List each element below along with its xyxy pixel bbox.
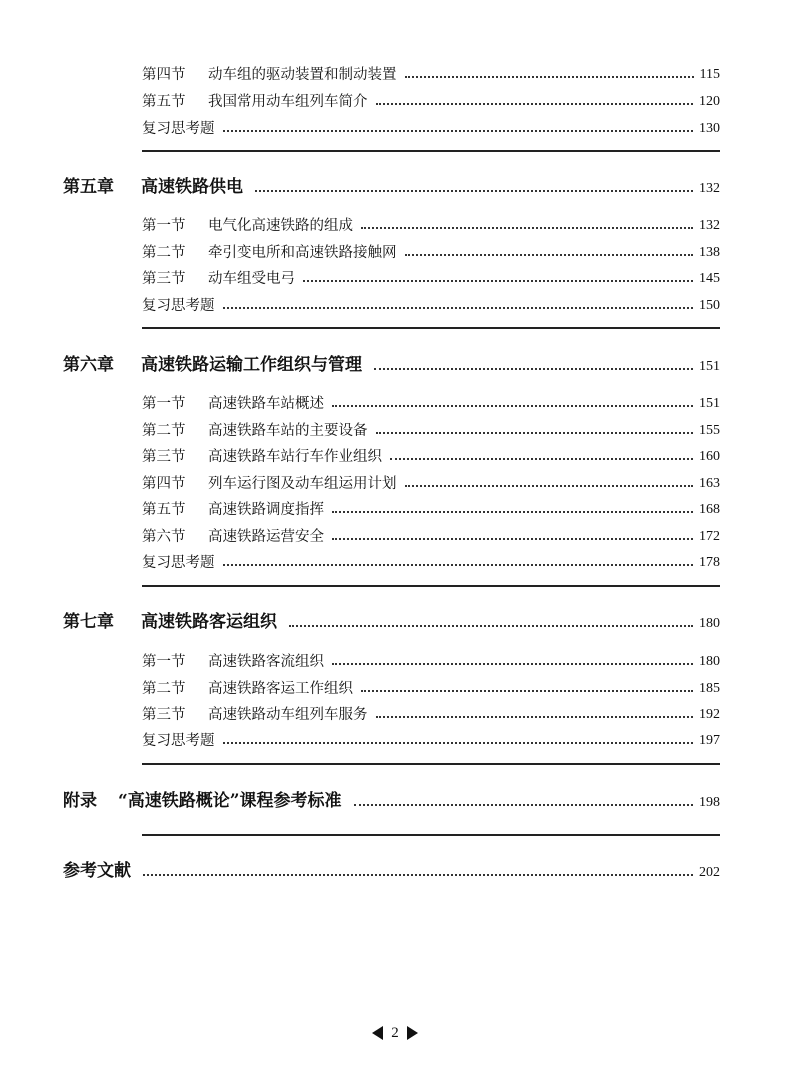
toc-entry[interactable] [142, 700, 720, 722]
toc-entry[interactable] [142, 264, 720, 286]
page-number: 178 [699, 555, 720, 570]
page-footer [0, 1022, 790, 1044]
toc-entry[interactable] [142, 522, 720, 544]
section-title: 动车组受电弓 [208, 270, 295, 287]
section-number: 第一节 [142, 217, 186, 234]
toc-chapter-entry[interactable] [63, 348, 720, 374]
page-number: 132 [699, 218, 720, 233]
references-title: 参考文献 [63, 861, 131, 881]
divider [142, 585, 720, 587]
section-number: 第一节 [142, 395, 186, 412]
page-number: 202 [699, 865, 720, 880]
page-number: 198 [699, 795, 720, 810]
section-title: 复习思考题 [142, 297, 215, 314]
section-number: 第五节 [142, 501, 186, 518]
chapter-number: 第六章 [63, 355, 114, 375]
toc-references-entry[interactable] [63, 854, 720, 880]
toc-entry[interactable] [142, 114, 720, 136]
page-number: 180 [699, 616, 720, 631]
toc-chapter-entry[interactable] [63, 170, 720, 196]
page-number: 151 [699, 396, 720, 411]
section-number: 第二节 [142, 680, 186, 697]
toc-entry[interactable] [142, 60, 720, 82]
section-title: 高速铁路车站概述 [208, 395, 324, 412]
chapter-title: 高速铁路运输工作组织与管理 [141, 355, 362, 375]
section-number: 第三节 [142, 270, 186, 287]
section-title: 动车组的驱动装置和制动装置 [208, 66, 397, 83]
chapter-title: 高速铁路供电 [141, 177, 243, 197]
leader-dots [332, 405, 693, 407]
page-number: 120 [699, 94, 720, 109]
section-title: 复习思考题 [142, 732, 215, 749]
leader-dots [376, 716, 694, 718]
section-number: 第一节 [142, 653, 186, 670]
section-title: 复习思考题 [142, 120, 215, 137]
section-title: 高速铁路客运工作组织 [208, 680, 353, 697]
toc-entry[interactable] [142, 674, 720, 696]
leader-dots [405, 254, 694, 256]
toc-entry[interactable] [142, 469, 720, 491]
footer-page-number: 2 [391, 1024, 399, 1041]
toc-entry[interactable] [142, 389, 720, 411]
section-title: 复习思考题 [142, 554, 215, 571]
leader-dots [405, 485, 694, 487]
page-number: 150 [699, 298, 720, 313]
page-number: 115 [699, 67, 720, 82]
appendix-label: 附录 [63, 791, 97, 811]
toc-entry[interactable] [142, 647, 720, 669]
leader-dots [223, 564, 694, 566]
section-title: 高速铁路车站行车作业组织 [208, 448, 382, 465]
section-number: 第三节 [142, 706, 186, 723]
divider [142, 327, 720, 329]
chapter-title: 高速铁路客运组织 [141, 612, 277, 632]
leader-dots [223, 742, 694, 744]
triangle-right-icon [407, 1026, 418, 1040]
section-number: 第四节 [142, 66, 186, 83]
section-title: 高速铁路客流组织 [208, 653, 324, 670]
page-number: 151 [699, 359, 720, 374]
page-number: 145 [699, 271, 720, 286]
page-number: 185 [699, 681, 720, 696]
toc-entry[interactable] [142, 416, 720, 438]
page-number: 130 [699, 121, 720, 136]
page-number: 138 [699, 245, 720, 260]
toc-entry[interactable] [142, 548, 720, 570]
page-number: 168 [699, 502, 720, 517]
page-number: 160 [699, 449, 720, 464]
chapter-number: 第七章 [63, 612, 114, 632]
leader-dots [255, 190, 693, 192]
section-title: 列车运行图及动车组运用计划 [208, 475, 397, 492]
divider [142, 763, 720, 765]
leader-dots [303, 280, 693, 282]
toc-chapter-entry[interactable] [63, 605, 720, 631]
toc-entry[interactable] [142, 291, 720, 313]
section-number: 第六节 [142, 528, 186, 545]
leader-dots [376, 103, 694, 105]
leader-dots [376, 432, 694, 434]
section-title: 牵引变电所和高速铁路接触网 [208, 244, 397, 261]
section-title: 高速铁路车站的主要设备 [208, 422, 368, 439]
page-number: 180 [699, 654, 720, 669]
page-number: 197 [699, 733, 720, 748]
leader-dots [361, 227, 693, 229]
page-number: 172 [699, 529, 720, 544]
page-number: 163 [699, 476, 720, 491]
toc-entry[interactable] [142, 495, 720, 517]
toc-entry[interactable] [142, 87, 720, 109]
page-number: 132 [699, 181, 720, 196]
leader-dots [223, 130, 694, 132]
section-title: 电气化高速铁路的组成 [208, 217, 353, 234]
section-number: 第四节 [142, 475, 186, 492]
toc-entry[interactable] [142, 238, 720, 260]
toc-entry[interactable] [142, 211, 720, 233]
section-number: 第三节 [142, 448, 186, 465]
leader-dots [361, 690, 693, 692]
leader-dots [405, 76, 694, 78]
section-number: 第五节 [142, 93, 186, 110]
section-number: 第二节 [142, 244, 186, 261]
toc-entry[interactable] [142, 726, 720, 748]
leader-dots [223, 307, 694, 309]
leader-dots [374, 368, 693, 370]
toc-entry[interactable] [142, 442, 720, 464]
leader-dots [332, 511, 693, 513]
section-title: 高速铁路调度指挥 [208, 501, 324, 518]
section-title: 高速铁路运营安全 [208, 528, 324, 545]
page-number: 192 [699, 707, 720, 722]
leader-dots [332, 538, 693, 540]
divider [142, 150, 720, 152]
page-number: 155 [699, 423, 720, 438]
leader-dots [143, 874, 693, 876]
section-number: 第二节 [142, 422, 186, 439]
leader-dots [289, 625, 693, 627]
chapter-number: 第五章 [63, 177, 114, 197]
divider [142, 834, 720, 836]
leader-dots [390, 458, 693, 460]
section-title: 我国常用动车组列车简介 [208, 93, 368, 110]
appendix-title: “高速铁路概论”课程参考标准 [118, 791, 342, 811]
toc-appendix-entry[interactable] [63, 784, 720, 810]
section-title: 高速铁路动车组列车服务 [208, 706, 368, 723]
leader-dots [332, 663, 693, 665]
triangle-left-icon [372, 1026, 383, 1040]
leader-dots [354, 804, 693, 806]
